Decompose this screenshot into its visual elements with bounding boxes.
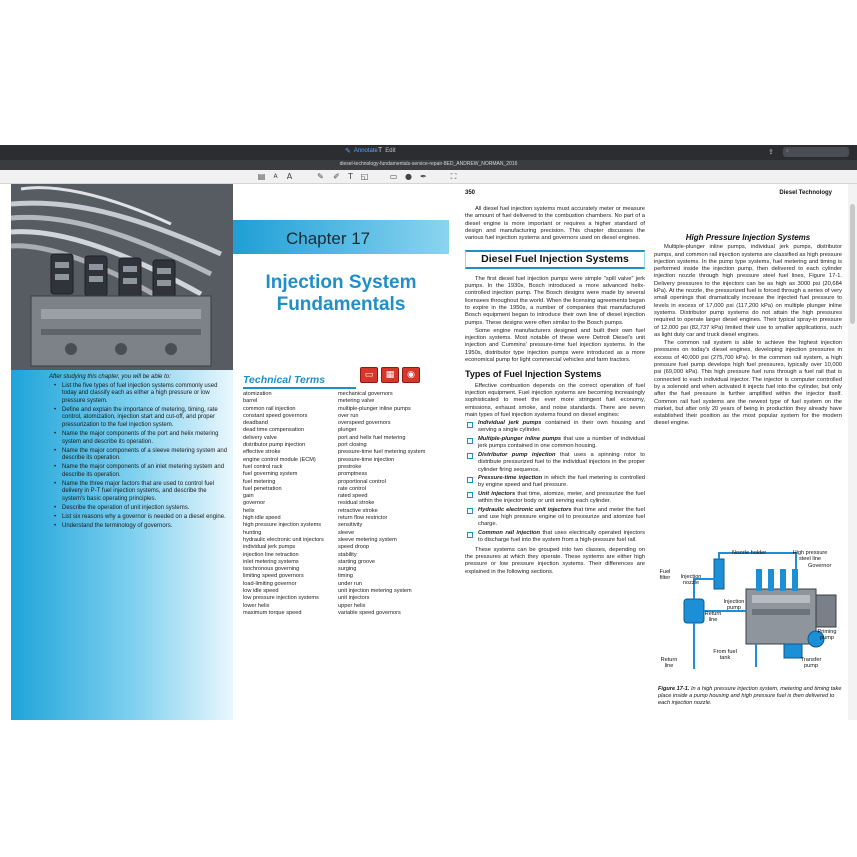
objectives-intro: After studying this chapter, you will be able to: — [49, 374, 171, 380]
injection-type-text: in which the fuel metering is controlled by engine speed and fuel pressure. — [478, 475, 646, 489]
injection-type-name: Individual jerk pumps — [478, 420, 542, 427]
technical-term: stability — [338, 551, 357, 558]
figure-17-1 — [656, 549, 842, 681]
section1-paragraph-1: The first diesel fuel injection pumps were simple "spill valve" jerk pumps. In the 1930s, Bosch introduced a more advanced helix-controlled injection pump. The Bosch designs were made by several licensees throughout the world. When the licensing agreements began to expire in the 1950s, a number of companies that manufactured Bosch equipment began to introduce their own line of diesel injection pumps. These designs were often similar to the Bosch pumps. — [465, 275, 645, 326]
highlighter-icon[interactable]: ✐ — [333, 172, 340, 181]
chapter-title-line2: Fundamentals — [276, 294, 406, 315]
view-icon[interactable]: ▤ — [257, 172, 266, 181]
objective-item: • Describe the operation of unit injection systems. — [49, 505, 229, 513]
share-icon[interactable]: ⇪ — [768, 148, 774, 156]
injection-type-item — [465, 436, 645, 451]
technical-term: rated speed — [338, 493, 368, 500]
text-column-right — [654, 206, 842, 429]
technical-term: surging — [338, 566, 357, 573]
note-icon[interactable]: ▭ — [389, 172, 398, 181]
injection-type-name: Hydraulic electronic unit injectors — [478, 506, 572, 513]
workbook-icon: ▦ — [381, 367, 399, 383]
injection-type-item — [465, 452, 645, 474]
technical-term: barrel — [243, 398, 258, 405]
technical-term: limiting speed governors — [243, 573, 304, 580]
figure-caption — [658, 686, 842, 706]
terms-column-1 — [243, 391, 343, 617]
scrollbar-thumb[interactable] — [850, 204, 855, 324]
subsection-paragraph-1: Multiple-plunger inline pumps, individual jerk pumps, distributor pumps, and common rail injection systems are classified as high pressure injection systems. In the pump type systems, fuel metering and timing is performed inside the injection pump, then delivered to each cylinder injection nozzle through high pressure steel fuel lines, Figure 17-1. Delivery pressures to the injectors can be as high as 3000 psi (20,684 kPa). At the nozzle, the pressurized fuel is forced through a series of very small openings that dramatically increase the injected fuel pressure to levels in excess of 17,000 psi (117,200 kPa) on multiple plunger inline systems. Distributor pump systems do not attain the high pressures required to operate larger diesel engines. Their typical spray-in pressure of 12,000 psi (82,737 kPa) limited their use to smaller applications, such as light duty car and truck diesel engines. — [654, 244, 842, 338]
chapter-title — [233, 272, 449, 316]
technical-term: return flow restrictor — [338, 515, 388, 522]
text-edit-icon: T — [378, 147, 383, 154]
search-icon: ⌕ — [786, 148, 789, 154]
technical-term: low idle speed — [243, 588, 279, 595]
objective-item: • Name the three major factors that are used to control fuel delivery in P-T fuel injection systems, and describe the system's basic operating principles. — [49, 481, 229, 504]
online-resource-icon: ▭ — [360, 367, 378, 383]
page-left — [11, 184, 449, 720]
technical-term: mechanical governors — [338, 391, 393, 397]
technical-term: maximum torque speed — [243, 609, 302, 616]
technical-term: port and helix fuel metering — [338, 434, 406, 441]
technical-term: high pressure injection systems — [243, 522, 322, 529]
injection-type-name: Distributor pump injection — [478, 451, 556, 458]
injection-type-name: Pressure-time injection — [478, 475, 543, 482]
technical-term: low pressure injection systems — [243, 595, 319, 602]
technical-term: prestroke — [338, 463, 362, 470]
tab-edit[interactable] — [378, 147, 396, 154]
injection-type-text: that use a number of individual jerk pumps contained in one common housing. — [478, 436, 645, 450]
technical-term: load-limiting governor — [243, 580, 297, 587]
technical-term: inlet metering systems — [243, 558, 299, 565]
tab-edit-label: Edit — [385, 147, 396, 154]
technical-term: sensitivity — [338, 522, 363, 529]
search-input[interactable] — [783, 147, 849, 157]
injection-type-text: that time and meter the fuel and use high pressure engine oil to pressurize and atomize fuel charge. — [478, 506, 645, 528]
technical-term: speed droop — [338, 544, 370, 551]
injection-type-item — [465, 420, 645, 435]
learning-objectives — [49, 374, 229, 532]
running-head: Diesel Technology — [779, 190, 832, 196]
page-right — [449, 184, 846, 720]
technical-term: retractive stroke — [338, 507, 378, 514]
figure-caption-label: Figure 17-1. — [658, 686, 690, 692]
technical-term: sleeve — [338, 529, 355, 536]
label-governor: Governor — [808, 563, 832, 569]
technical-term: under run — [338, 580, 362, 587]
technical-term: effective stroke — [243, 449, 281, 456]
shape-icon[interactable]: ◱ — [360, 172, 369, 181]
text-tool-icon[interactable]: T — [348, 172, 353, 181]
label-priming-pump: Priming pump — [817, 629, 837, 642]
injection-types-list — [465, 420, 645, 545]
injection-type-text: that uses a spinning rotor to distribute pressurized fuel to the individual injectors in the proper cylinder firing sequence. — [478, 451, 645, 473]
injection-type-item — [465, 507, 645, 529]
text-size-down-icon[interactable]: A — [273, 173, 278, 180]
technical-term: isochronous governing — [243, 566, 300, 573]
label-fuel-filter: Fuel filter — [659, 569, 671, 582]
label-from-fuel-tank: From fuel tank — [713, 649, 737, 662]
label-transfer-pump: Transfer pump — [800, 657, 822, 670]
annotation-toolbar — [0, 170, 857, 184]
pencil-icon: ✎ — [345, 148, 351, 155]
figure-caption-text: In a high pressure injection system, metering and timing take place inside a pump housing and high pressure fuel is then delivered to each injection nozzle. — [658, 686, 842, 706]
technical-term: upper helix — [338, 602, 366, 609]
tab-annotate[interactable] — [345, 147, 378, 155]
technical-term: fuel penetration — [243, 485, 282, 492]
document-name: diesel-technology-fundamentals-service-repair-8ED_ANDREW_NORMAN_2016 — [339, 161, 518, 167]
technical-term: constant speed governors — [243, 412, 308, 419]
technical-term: port closing — [338, 442, 367, 449]
injection-type-name: Common rail injection — [478, 530, 541, 537]
technical-term: sleeve metering system — [338, 536, 397, 543]
fuel-pump-photo — [11, 184, 233, 370]
technical-term: pressure-time injection — [338, 456, 395, 463]
injection-type-item — [465, 475, 645, 490]
disc-icon: ◉ — [402, 367, 420, 383]
resource-icons — [360, 367, 420, 383]
injection-type-name: Unit injectors — [478, 490, 516, 497]
technical-term: proportional control — [338, 478, 386, 485]
technical-term: metering valve — [338, 398, 375, 405]
technical-term: common rail injection — [243, 405, 296, 412]
text-size-up-icon[interactable]: A — [286, 172, 293, 181]
technical-terms-rule — [243, 387, 356, 389]
objective-item: • Understand the terminology of governors. — [49, 523, 229, 531]
technical-term: distributor pump injection — [243, 442, 306, 449]
technical-term: individual jerk pumps — [243, 544, 296, 551]
technical-term: overspeed governors — [338, 420, 391, 427]
label-return-line-bottom: Return line — [660, 657, 678, 670]
technical-terms-heading: Technical Terms — [243, 374, 326, 386]
technical-term: unit injectors — [338, 595, 370, 602]
technical-term: unit injection metering system — [338, 588, 412, 595]
technical-term: fuel control rack — [243, 463, 283, 470]
technical-term: promptness — [338, 471, 368, 478]
text-column-left — [465, 206, 645, 577]
chapter-title-line1: Injection System — [265, 272, 417, 293]
technical-term: hydraulic electronic unit injectors — [243, 536, 324, 543]
technical-term: engine control module (ECM) — [243, 456, 316, 463]
injection-type-text: contained in their own housing and serving a single cylinder. — [478, 420, 646, 434]
title-bar — [0, 145, 857, 160]
subsection-heading-high-pressure: High Pressure Injection Systems — [685, 233, 811, 242]
chapter-label: Chapter 17 — [286, 229, 371, 248]
tab-annotate-label: Annotate — [353, 148, 378, 154]
objective-item: • Name the major components of an inlet metering system and describe its operation. — [49, 464, 229, 479]
objectives-list — [49, 383, 229, 531]
page-number: 350 — [465, 190, 476, 196]
injection-type-name: Multiple-plunger inline pumps — [478, 436, 562, 443]
pen-icon[interactable]: ✎ — [317, 172, 324, 181]
objective-item: • Define and explain the importance of metering, timing, rate control, atomization, injection start and cut-off, and proper pressurization to the fuel injection system. — [49, 407, 229, 430]
technical-term: residual stroke — [338, 500, 375, 507]
objective-item: • List six reasons why a governor is needed on a diesel engine. — [49, 514, 229, 522]
technical-term: fuel metering — [243, 478, 276, 485]
document-name-bar — [0, 160, 857, 170]
section1-paragraph-2: Some engine manufacturers designed and built their own fuel injection systems. Most notable of these were Detroit Diesel's unit injection and Cummins' pressure-time fuel injection systems. In the 1950s, distributor type injection pumps were introduced as a more economical pump for light commercial vehicles and farm tractors. — [465, 327, 645, 364]
person-icon[interactable]: ● — [405, 172, 412, 181]
objective-item: • Name the major components of a sleeve metering system and describe its operation. — [49, 448, 229, 463]
label-injection-pump: Injection pump — [723, 599, 745, 612]
technical-term: pressure-time fuel metering system — [338, 449, 426, 456]
technical-term: plunger — [338, 427, 357, 434]
objective-item: • List the five types of fuel injection systems commonly used today and classify each as either a high pressure or low pressure system. — [49, 383, 229, 406]
technical-term: fuel governing system — [243, 471, 298, 478]
technical-term: dead time compensation — [243, 427, 304, 434]
section-heading-types: Types of Fuel Injection Systems — [465, 369, 602, 380]
fullscreen-icon[interactable]: ⛶ — [450, 172, 457, 181]
vertical-scrollbar[interactable] — [848, 184, 857, 720]
technical-term: rate control — [338, 485, 366, 492]
label-high-pressure-steel-line: High pressure steel line — [792, 550, 828, 563]
technical-term: deadband — [243, 420, 268, 427]
technical-term: high idle speed — [243, 515, 281, 522]
technical-term: helix — [243, 507, 255, 514]
injection-type-text: that time, atomize, meter, and pressurize the fuel within the injector body or unit serving each cylinder. — [478, 490, 646, 505]
technical-term: delivery valve — [243, 434, 277, 441]
injection-type-item — [465, 530, 645, 545]
technical-term: starting groove — [338, 558, 376, 565]
technical-term: timing — [338, 573, 353, 580]
injection-type-text: that uses electrically operated injectors to discharge fuel into the system from a high-pressure fuel rail. — [478, 530, 645, 544]
subsection-paragraph-2: The common rail system is able to achieve the highest injection pressures on today's diesel engines, developing injection pressures in excess of 40,000 psi (275,700 kPa). In the common rail system, a high pressure fuel pump develops high fuel pressures, typically over 10,000 psi (69,000 kPa). This high pressure fuel runs through a fuel rail that is connected to each individual injector. The injector is computer controlled by a solenoid and when activated it injects fuel into the cylinder, but only after the fuel pressure is further amplified within the injector itself. Common rail fuel systems are the newest type of fuel system on the market, but after only 20 years of being in production they already have established their position as the most popular system for the modern diesel engine. — [654, 340, 842, 427]
technical-term: lower helix — [243, 602, 270, 609]
sign-icon[interactable]: ✒ — [420, 172, 427, 181]
terms-column-2 — [338, 391, 444, 617]
technical-term: multiple-plunger inline pumps — [338, 405, 411, 412]
label-nozzle-holder: Nozzle holder — [732, 550, 767, 556]
injection-type-item — [465, 491, 645, 506]
technical-term: injection line retraction — [243, 551, 299, 558]
intro-paragraph: All diesel fuel injection systems must accurately meter or measure the amount of fuel delivered to the combustion chambers. No part of a diesel engine is more important or requires a higher standard of design and manufacturing precision. This chapter discusses the various fuel injection systems and governors used on diesel engines. — [465, 206, 645, 242]
objective-item: • Name the major components of the port and helix metering system and describe its operation. — [49, 431, 229, 446]
technical-term: hunting — [243, 529, 262, 536]
section2-paragraph-2: These systems can be grouped into two classes, depending on the pressures at which they operate. These systems are either high pressure or low pressure injection systems. Their differences are explained in the following sections. — [465, 546, 645, 575]
technical-term: atomization — [243, 391, 272, 397]
technical-term: variable speed governors — [338, 609, 401, 616]
label-injection-nozzle: Injection nozzle — [680, 574, 702, 587]
technical-term: gain — [243, 493, 254, 500]
section-heading-diesel-fuel-injection: Diesel Fuel Injection Systems — [465, 250, 645, 268]
section2-paragraph-1: Effective combustion depends on the correct operation of fuel injection equipment. Fuel injection systems are becoming increasingly sophisticated to meet the ever more stringent fuel economy, emissions, exhaust smoke, and noise standards. There are seven main types of fuel injection systems found on diesel engines: — [465, 382, 645, 418]
technical-term: governor — [243, 500, 266, 507]
label-return-line-top: Return line — [704, 611, 722, 624]
technical-term: over run — [338, 412, 359, 419]
